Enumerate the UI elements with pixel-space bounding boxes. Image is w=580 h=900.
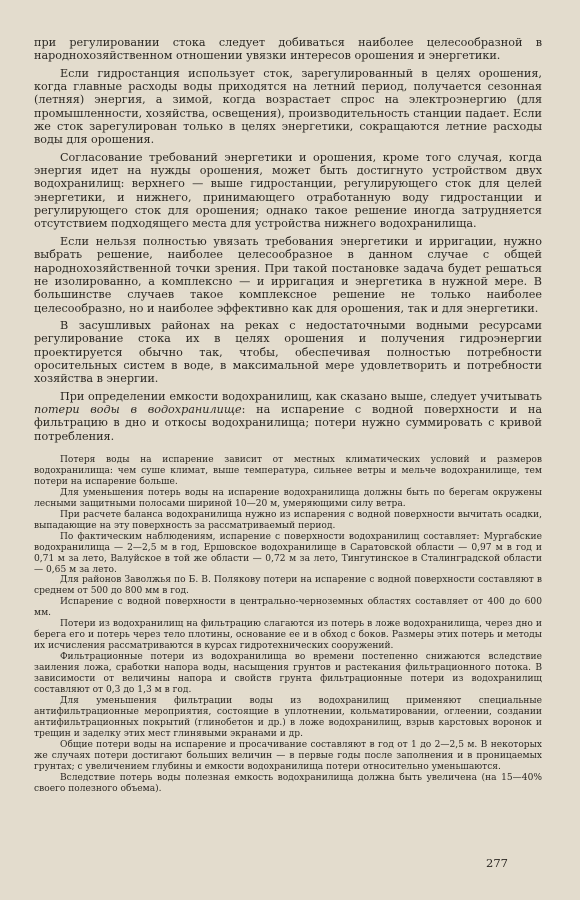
note-paragraph: Фильтрационные потери из водохранилища во времени постепенно снижаются вследствие заиления ложа, сработки напора воды, насыщения грунтов и растекания фильтрационного потока. В зависимости от величины напора и свойств грунта фильтрационные потери из водохранилищ составляют от 0,3 до 1,3 м в год. [34,652,542,695]
note-paragraph: При расчете баланса водохранилища нужно из испарения с водной поверхности вычитать осадки, выпадающие на эту поверхность за рассматриваемый период. [34,509,542,531]
note-paragraph: Для уменьшения потерь воды на испарение водохранилища должны быть по берегам окружены лесными защитными полосами шириной 10—20 м, умеряющими силу ветра. [34,487,542,509]
note-paragraph: Общие потери воды на испарение и просачивание составляют в год от 1 до 2—2,5 м. В некоторых же случаях потери достигают больших величин — в первые годы после заполнения и в проницаемых грунтах; с увеличением глубины и емкости водохранилища потери относительно уменьшаются. [34,739,542,772]
page-number: 277 [486,856,508,870]
italic-term: потери воды в водохранилище [34,402,242,416]
note-paragraph: Потери из водохранилищ на фильтрацию слагаются из потерь в ложе водохранилища, через дно и берега его и потерь через тело плотины, основание ее и в обход с боков. Размеры этих потерь и методы их исчисления рассматриваются в курсах гидротехнических сооружений. [34,619,542,652]
note-paragraph: Для районов Заволжья по Б. В. Полякову потери на испарение с водной поверхности составляют в среднем от 500 до 800 мм в год. [34,575,542,597]
paragraph-4: Если нельзя полностью увязать требования энергетики и ирригации, нужно выбрать решение, наиболее целесообразное в данном случае с общей народнохозяйственной точки зрения. При такой постановке задача будет решаться не изолированно, а комплексно — и ирригация и энергетика в нужной мере. В большинстве случаев такое комплексное решение не только наиболее целесообразно, но и наиболее эффективно как для орошения, так и для энергетики. [34,234,542,315]
note-paragraph: Испарение с водной поверхности в центрально-черноземных областях составляет от 400 до 600 мм. [34,597,542,619]
note-paragraph: По фактическим наблюдениям, испарение с поверхности водохранилищ составляет: Мургабские водохранилища — 2—2,5 м в год, Ершовское водохранилище в Саратовской области — 0,97 м в год и 0,71 м за лето, Валуйское в той же области — 0,72 м за лето, Тингутинское в Сталинградской области — 0,65 м за лето. [34,531,542,575]
note-paragraph: Для уменьшения фильтрации воды из водохранилищ применяют специальные антифильтрационные мероприятия, состоящие в уплотнении, кольматировании, оглеении, создании антифильтрационных покрытий (глинобетон и др.) в ложе водохранилищ, взрыв карстовых воронок и трещин и заделку этих мест глинявыми экранами и др. [34,695,542,739]
main-text [34,36,542,443]
paragraph-6-start: При определении емкости водохранилищ, как сказано выше, следует учитывать [60,389,542,403]
paragraph-1: при регулировании стока следует добиваться наиболее целесообразной в народнохозяйственном отношении увязки интересов орошения и энергетики. [34,36,542,63]
paragraph-6 [34,390,542,443]
small-print-notes [34,455,542,795]
note-paragraph: Вследствие потерь воды полезная емкость водохранилища должна быть увеличена (на 15—40% своего полезного объема). [34,772,542,794]
paragraph-3: Согласование требований энергетики и орошения, кроме того случая, когда энергия идет на нужды орошения, может быть достигнуто устройством двух водохранилищ: верхнего — выше гидростанции, регулирующего сток для целей энергетики, и нижнего, принимающего отработанную воду гидростанции и регулирующего сток для орошения; однако такое решение иногда затрудняется отсутствием подходящего места для устройства нижнего водохранилища. [34,150,542,231]
paragraph-6-end: : на испарение с водной поверхности и на фильтрацию в дно и откосы водохранилища; потери нужно суммировать с кривой потребления. [34,402,542,443]
note-paragraph: Потеря воды на испарение зависит от местных климатических условий и размеров водохранилища: чем суше климат, выше температура, сильнее ветры и мельче водохранилище, тем потери на испарение больше. [34,454,542,487]
paragraph-2: Если гидростанция использует сток, зарегулированный в целях орошения, когда главные расходы воды приходятся на летний период, получается сезонная (летняя) энергия, а зимой, когда возрастает спрос на электроэнергию (для промышленности, хозяйства, освещения), производительность станции падает. Если же сток зарегулирован только в целях энергетики, сокращаются летние расходы воды для орошения. [34,66,542,147]
paragraph-5: В засушливых районах на реках с недостаточными водными ресурсами регулирование стока их в целях орошения и получения гидроэнергии проектируется обычно так, чтобы, обеспечивая полностью потребности оросительных систем в воде, в максимальной мере удовлетворить и потребности хозяйства в энергии. [34,318,542,386]
